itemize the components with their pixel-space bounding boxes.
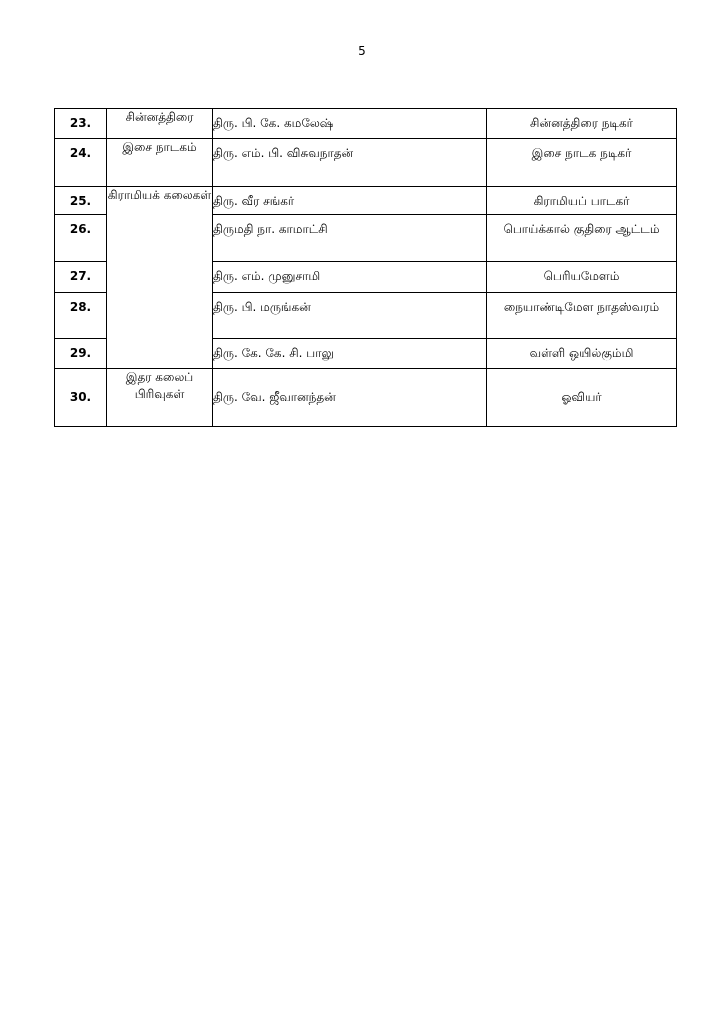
art-form: ஓவியர் — [487, 369, 677, 427]
awardee-name: திரு. பி. கே. கமலேஷ் — [213, 109, 487, 139]
category-cell: இதர கலைப் பிரிவுகள் — [107, 369, 213, 427]
art-form: சின்னத்திரை நடிகர் — [487, 109, 677, 139]
page-number: 5 — [358, 44, 366, 58]
row-number: 27. — [55, 262, 107, 293]
row-number: 30. — [55, 369, 107, 427]
awardee-name: திருமதி நா. காமாட்சி — [213, 215, 487, 262]
art-form: வள்ளி ஒயில்கும்மி — [487, 339, 677, 369]
row-number: 25. — [55, 187, 107, 215]
art-form: நையாண்டிமேள நாதஸ்வரம் — [487, 293, 677, 339]
table-row — [55, 369, 677, 427]
table-row — [55, 139, 677, 187]
row-number: 26. — [55, 215, 107, 262]
row-number: 29. — [55, 339, 107, 369]
art-form: பெரியமேளம் — [487, 262, 677, 293]
awards-table — [54, 108, 677, 427]
awardee-name: திரு. கே. கே. சி. பாலு — [213, 339, 487, 369]
table-row — [55, 109, 677, 139]
table-row — [55, 187, 677, 215]
awardee-name: திரு. வீர சங்கர் — [213, 187, 487, 215]
awardee-name: திரு. பி. மருங்கன் — [213, 293, 487, 339]
category-cell-merged: கிராமியக் கலைகள் — [107, 187, 213, 369]
awardee-name: திரு. வே. ஜீவானந்தன் — [213, 369, 487, 427]
art-form: கிராமியப் பாடகர் — [487, 187, 677, 215]
row-number: 24. — [55, 139, 107, 187]
awardee-name: திரு. எம். பி. விசுவநாதன் — [213, 139, 487, 187]
art-form: இசை நாடக நடிகர் — [487, 139, 677, 187]
row-number: 23. — [55, 109, 107, 139]
awardee-name: திரு. எம். முனுசாமி — [213, 262, 487, 293]
category-cell: சின்னத்திரை — [107, 109, 213, 139]
category-cell: இசை நாடகம் — [107, 139, 213, 187]
row-number: 28. — [55, 293, 107, 339]
art-form: பொய்க்கால் குதிரை ஆட்டம் — [487, 215, 677, 262]
